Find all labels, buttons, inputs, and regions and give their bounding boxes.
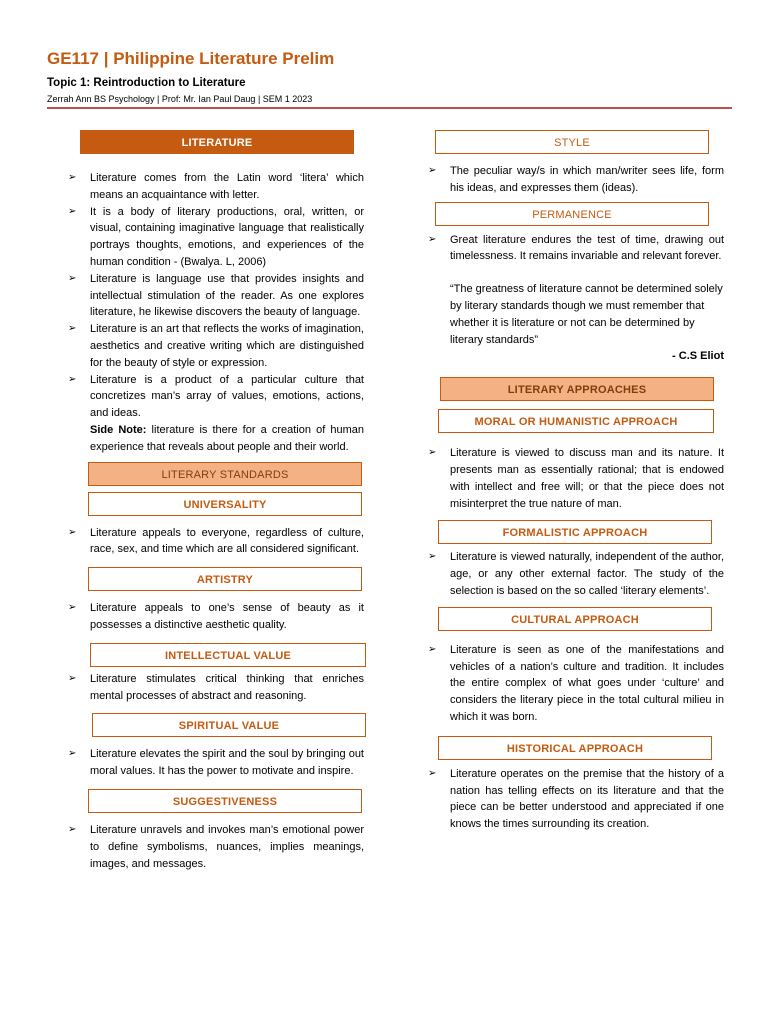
list-item: ➢ Literature operates on the premise that the history of a nation has telling effects on its literature and that the piece can be better understood and appreciated if one knows the times surrounding its creation.	[426, 766, 724, 833]
moral-list	[426, 445, 724, 512]
spiritual-list	[66, 746, 364, 780]
style-list	[426, 163, 724, 197]
list-item: ➢ Literature is viewed naturally, independent of the author, age, or any other external factor. The study of the selection is based on the so called ‘literary elements’.	[426, 549, 724, 599]
universality-list	[66, 525, 364, 559]
historical-list	[426, 766, 724, 833]
list-item: ➢ Literature is language use that provides insights and intellectual stimulation of the reader. As one explores literature, he likewise discovers the beauty of language.	[66, 271, 364, 321]
list-item: ➢ Literature unravels and invokes man’s emotional power to define symbolisms, nuances, implies meanings, images, and messages.	[66, 822, 364, 872]
document-title: GE117 | Philippine Literature Prelim	[47, 49, 335, 68]
author-info: Zerrah Ann BS Psychology | Prof: Mr. Ian Paul Daug | SEM 1 2023	[47, 94, 313, 104]
left-column	[66, 130, 364, 872]
heading-artistry: ARTISTRY	[88, 567, 362, 591]
permanence-list	[426, 232, 724, 266]
quote-text: “The greatness of literature cannot be determined solely by literary standards though we must remember that whether it is literature or not can be determined by literary standards”	[450, 283, 723, 346]
literature-list	[66, 170, 364, 422]
list-item: ➢ Literature elevates the spirit and the soul by bringing out moral values. It has the power to motivate and inspire.	[66, 746, 364, 780]
side-note	[66, 422, 364, 456]
heading-literary-approaches: LITERARY APPROACHES	[440, 377, 714, 401]
right-column	[426, 130, 724, 833]
list-item: ➢ Literature is seen as one of the manifestations and vehicles of a nation’s culture and tradition. It includes the entire complex of what goes under ‘culture’ and considers the literary piece in the total cultural milieu in which it was born.	[426, 642, 724, 726]
list-item: ➢ Literature is an art that reflects the works of imagination, aesthetics and creative writing which are distinguished for the beauty of style or expression.	[66, 321, 364, 371]
heading-universality: UNIVERSALITY	[88, 492, 362, 516]
list-item: ➢ Literature appeals to everyone, regardless of culture, race, sex, and time which are all considered significant.	[66, 525, 364, 559]
document-header	[47, 46, 727, 106]
artistry-list	[66, 600, 364, 634]
side-note-text: literature is there for a creation of human experience that reveals about people and their world.	[90, 423, 364, 453]
list-item: ➢ Great literature endures the test of time, drawing out timelessness. It remains invariable and relevant forever.	[426, 232, 724, 266]
heading-moral-approach: MORAL OR HUMANISTIC APPROACH	[438, 409, 714, 433]
heading-spiritual-value: SPIRITUAL VALUE	[92, 713, 366, 737]
formalistic-list	[426, 549, 724, 599]
heading-permanence: PERMANENCE	[435, 202, 709, 226]
heading-historical-approach: HISTORICAL APPROACH	[438, 736, 712, 760]
heading-literary-standards: LITERARY STANDARDS	[88, 462, 362, 486]
list-item: ➢ Literature stimulates critical thinking that enriches mental processes of abstract and reasoning.	[66, 671, 364, 705]
cultural-list	[426, 642, 724, 726]
heading-formalistic-approach: FORMALISTIC APPROACH	[438, 520, 712, 544]
list-item: ➢ It is a body of literary productions, oral, written, or visual, containing imaginative language that realistically portrays thoughts, emotions, and experiences of the human condition - (Bwalya. L, 2006)	[66, 204, 364, 271]
suggestiveness-list	[66, 822, 364, 872]
heading-intellectual-value: INTELLECTUAL VALUE	[90, 643, 366, 667]
quote-author: - C.S Eliot	[672, 350, 724, 363]
topic-title: Topic 1: Reintroduction to Literature	[47, 77, 246, 89]
list-item: ➢ Literature comes from the Latin word ‘litera’ which means an acquaintance with letter.	[66, 170, 364, 204]
list-item: ➢ The peculiar way/s in which man/writer sees life, form his ideas, and expresses them (ideas).	[426, 163, 724, 197]
heading-style: STYLE	[435, 130, 709, 154]
list-item: ➢ Literature is viewed to discuss man and its nature. It presents man as essentially rational; that is endowed with intellect and free will; or that the piece does not misinterpret the true nature of man.	[426, 445, 724, 512]
side-note-label: Side Note:	[90, 423, 147, 436]
intellectual-list	[66, 671, 364, 705]
heading-suggestiveness: SUGGESTIVENESS	[88, 789, 362, 813]
heading-cultural-approach: CULTURAL APPROACH	[438, 607, 712, 631]
list-item: ➢ Literature is a product of a particular culture that concretizes man’s array of values, emotions, actions, and ideas.	[66, 372, 364, 422]
header-divider	[47, 107, 732, 109]
list-item: ➢ Literature appeals to one’s sense of beauty as it possesses a distinctive aesthetic quality.	[66, 600, 364, 634]
heading-literature: LITERATURE	[80, 130, 354, 154]
